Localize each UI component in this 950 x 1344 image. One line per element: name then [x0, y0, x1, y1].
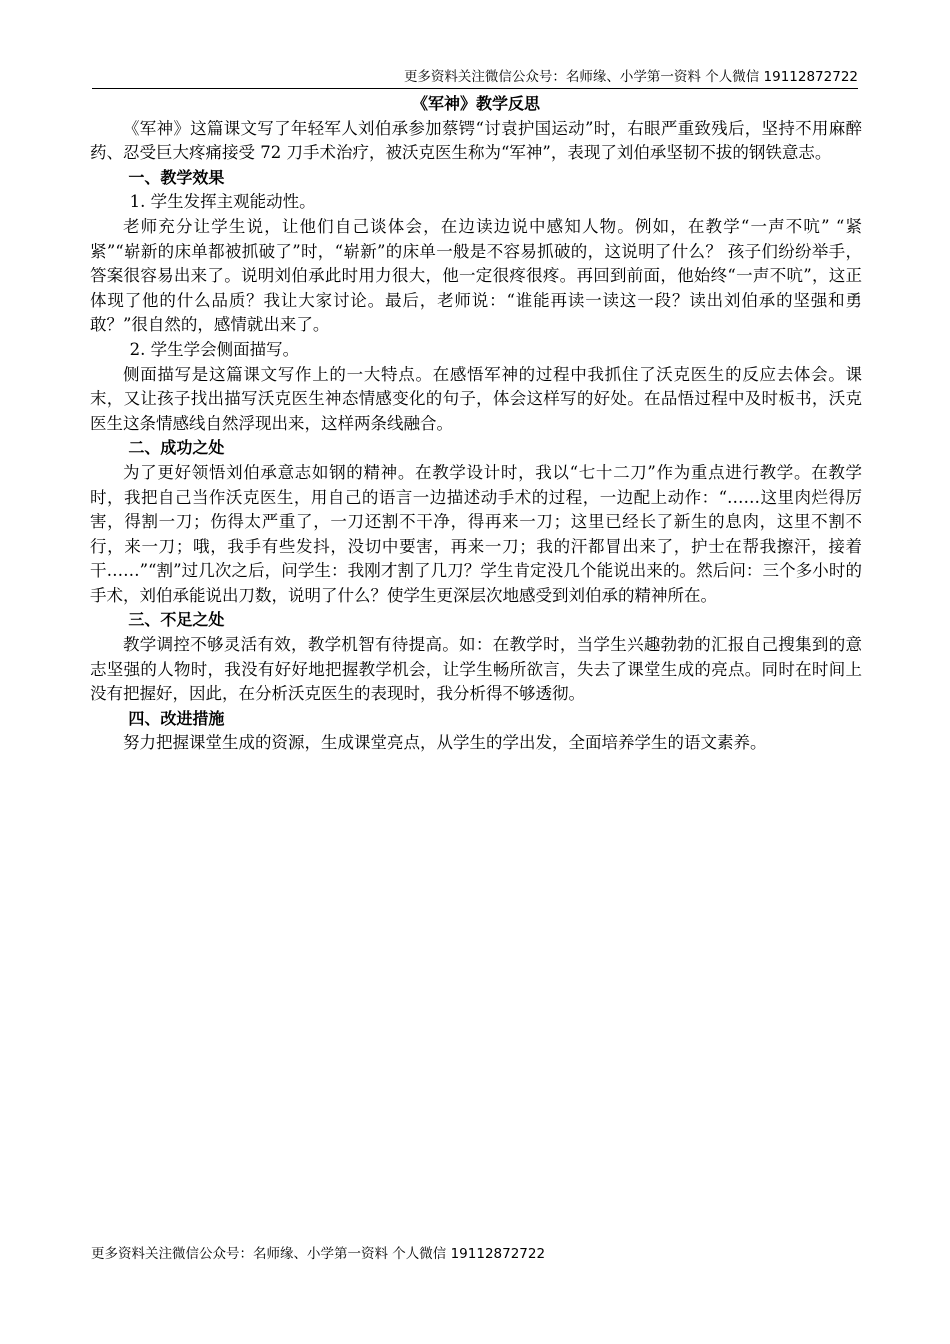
point-body-initiative: 老师充分让学生说，让他们自己谈体会，在边读边说中感知人物。例如，在教学“一声不吭” “紧紧”“崭新的床单都被抓破了”时，“崭新”的床单一般是不容易抓破的，这说明了什么？ 孩子们纷纷举手，答案很容易出来了。说明刘伯承此时用力很大，他一定很疼很疼。再回到前面，他始终“一声不吭”，这正体现了他的什么品质？我让大家讨论。最后，老师说：“谁能再读一读这一段？读出刘伯承的坚强和勇敢？”很自然的，感情就出来了。 [90, 216, 862, 335]
section-heading-effect: 一、教学效果 [128, 167, 225, 187]
success-paragraph: 为了更好领悟刘伯承意志如钢的精神。在教学设计时，我以“七十二刀”作为重点进行教学。在教学时，我把自己当作沃克医生，用自己的语言一边描述动手术的过程，一边配上动作：“……这里肉烂得厉害，得割一刀；伤得太严重了，一刀还割不干净，得再来一刀；这里已经长了新生的息肉，这里不割不行，来一刀；哦，我手有些发抖，没切中要害，再来一刀；我的汗都冒出来了，护士在帮我擦汗，接着干……”“割”过几次之后，问学生：我刚才割了几刀？学生肯定没几个能说出来的。然后问：三个多小时的手术，刘伯承能说出刀数，说明了什么？使学生更深层次地感受到刘伯承的精神所在。 [90, 462, 862, 605]
page-header: 更多资料关注微信公众号：名师缘、小学第一资料 个人微信 19112872722 [403, 69, 858, 85]
intro-paragraph: 《军神》这篇课文写了年轻军人刘伯承参加蔡锷“讨袁护国运动”时，右眼严重致残后，坚持不用麻醉药、忍受巨大疼痛接受 72 刀手术治疗，被沃克医生称为“军神”，表现了刘伯承坚韧不拔的钢铁意志。 [90, 118, 862, 163]
section-heading-improvements: 四、改进措施 [128, 708, 225, 728]
section-heading-shortcomings: 三、不足之处 [128, 610, 225, 630]
point-body-side-description: 侧面描写是这篇课文写作上的一大特点。在感悟军神的过程中我抓住了沃克医生的反应去体会。课末，又让孩子找出描写沃克医生神态情感变化的句子，体会这样写的好处。在品悟过程中及时板书，沃克医生这条情感线自然浮现出来，这样两条线融合。 [90, 364, 862, 433]
point-title-initiative: 1. 学生发挥主观能动性。 [129, 192, 316, 212]
document-title: 《军神》教学反思 [411, 94, 540, 113]
page-footer: 更多资料关注微信公众号：名师缘、小学第一资料 个人微信 19112872722 [91, 1246, 546, 1262]
section-heading-success: 二、成功之处 [128, 438, 225, 458]
document-body [90, 92, 862, 756]
header-divider [92, 88, 858, 89]
point-title-side-description: 2. 学生学会侧面描写。 [129, 339, 300, 359]
improvements-paragraph: 努力把握课堂生成的资源，生成课堂亮点，从学生的学出发，全面培养学生的语文素养。 [123, 733, 767, 753]
shortcomings-paragraph: 教学调控不够灵活有效，教学机智有待提高。如：在教学时，当学生兴趣勃勃的汇报自己搜集到的意志坚强的人物时，我没有好好地把握教学机会，让学生畅所欲言，失去了课堂生成的亮点。同时在时间上没有把握好，因此，在分析沃克医生的表现时，我分析得不够透彻。 [90, 635, 862, 704]
